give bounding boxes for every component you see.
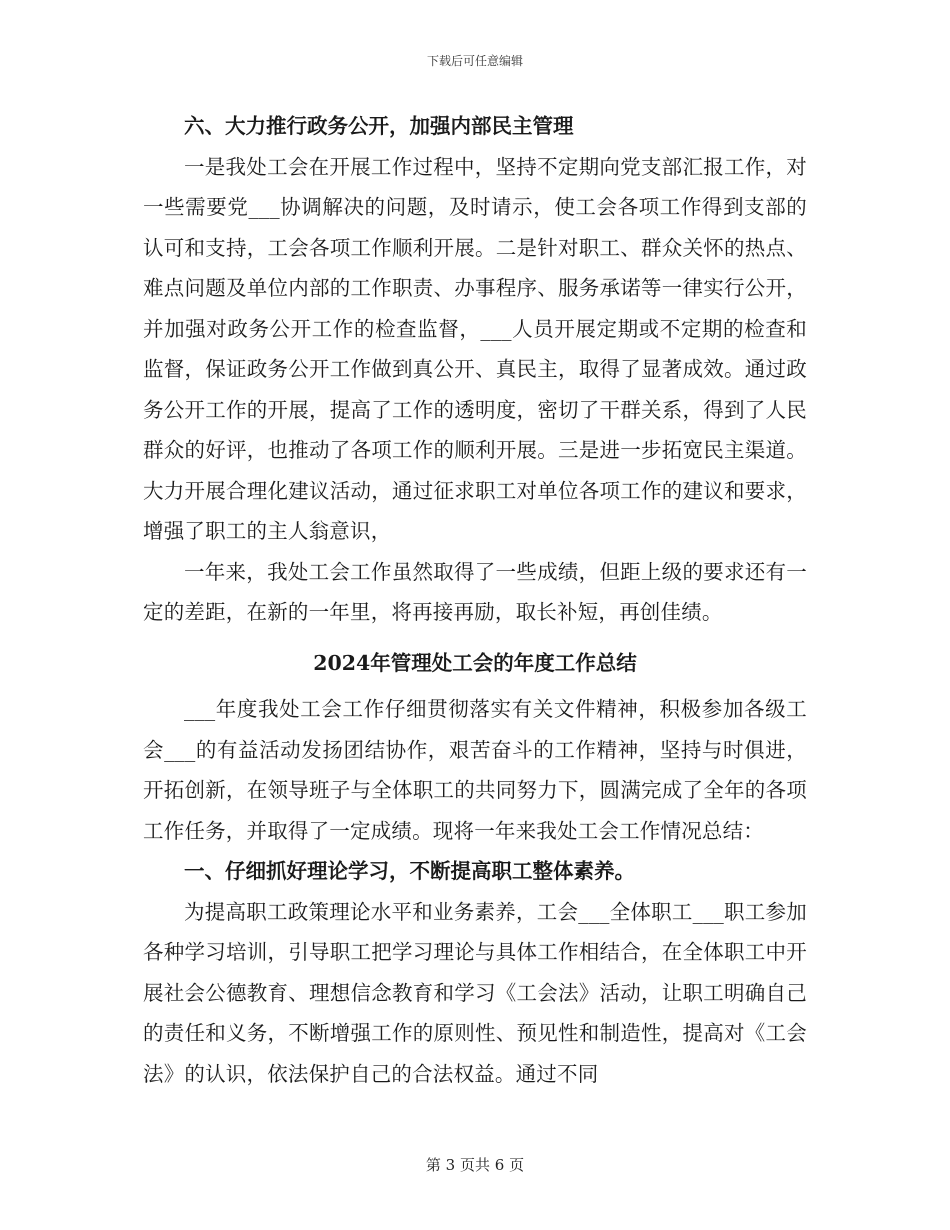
section-6-paragraph-1: 一是我处工会在开展工作过程中，坚持不定期向党支部汇报工作，对一些需要党___协调解决的问题，及时请示，使工会各项工作得到支部的认可和支持，工会各项工作顺利开展。二是针对职工、群众关怀的热点、难点问题及单位内部的工作职责、办事程序、服务承诺等一律实行公开，并加强对政务公开工作的检查监督，___人员开展定期或不定期的检查和监督，保证政务公开工作做到真公开、真民主，取得了显著成效。通过政务公开工作的开展，提高了工作的透明度，密切了干群关系，得到了人民群众的好评，也推动了各项工作的顺利开展。三是进一步拓宽民主渠道。大力开展合理化建议活动，通过征求职工对单位各项工作的建议和要求，增强了职工的主人翁意识，: [143, 154, 807, 543]
section-6-paragraph-2: 一年来，我处工会工作虽然取得了一些成绩，但距上级的要求还有一定的差距，在新的一年里，将再接再励，取长补短，再创佳绩。: [143, 559, 807, 624]
article-intro-paragraph: ___年度我处工会工作仔细贯彻落实有关文件精神，积极参加各级工会___的有益活动发扬团结协作，艰苦奋斗的工作精神，坚持与时俱进，开拓创新，在领导班子与全体职工的共同努力下，圆满完成了全年的各项工作任务，并取得了一定成绩。现将一年来我处工会工作情况总结：: [143, 697, 807, 843]
section-1-paragraph: 为提高职工政策理论水平和业务素养，工会___全体职工___职工参加各种学习培训，引导职工把学习理论与具体工作相结合，在全体职工中开展社会公德教育、理想信念教育和学习《工会法》活动，让职工明确自己的责任和义务，不断增强工作的原则性、预见性和制造性，提高对《工会法》的认识，依法保护自己的合法权益。通过不同: [143, 899, 807, 1086]
page-footer: 第 3 页共 6 页: [425, 1156, 525, 1174]
section-heading-6: 六、大力推行政务公开，加强内部民主管理: [184, 114, 574, 138]
document-body: [143, 106, 807, 1094]
page-header: 下载后可任意编辑: [426, 54, 523, 68]
section-heading-1: 一、仔细抓好理论学习，不断提高职工整体素养。: [184, 859, 635, 883]
article-title: 2024年管理处工会的年度工作总结: [313, 650, 637, 675]
